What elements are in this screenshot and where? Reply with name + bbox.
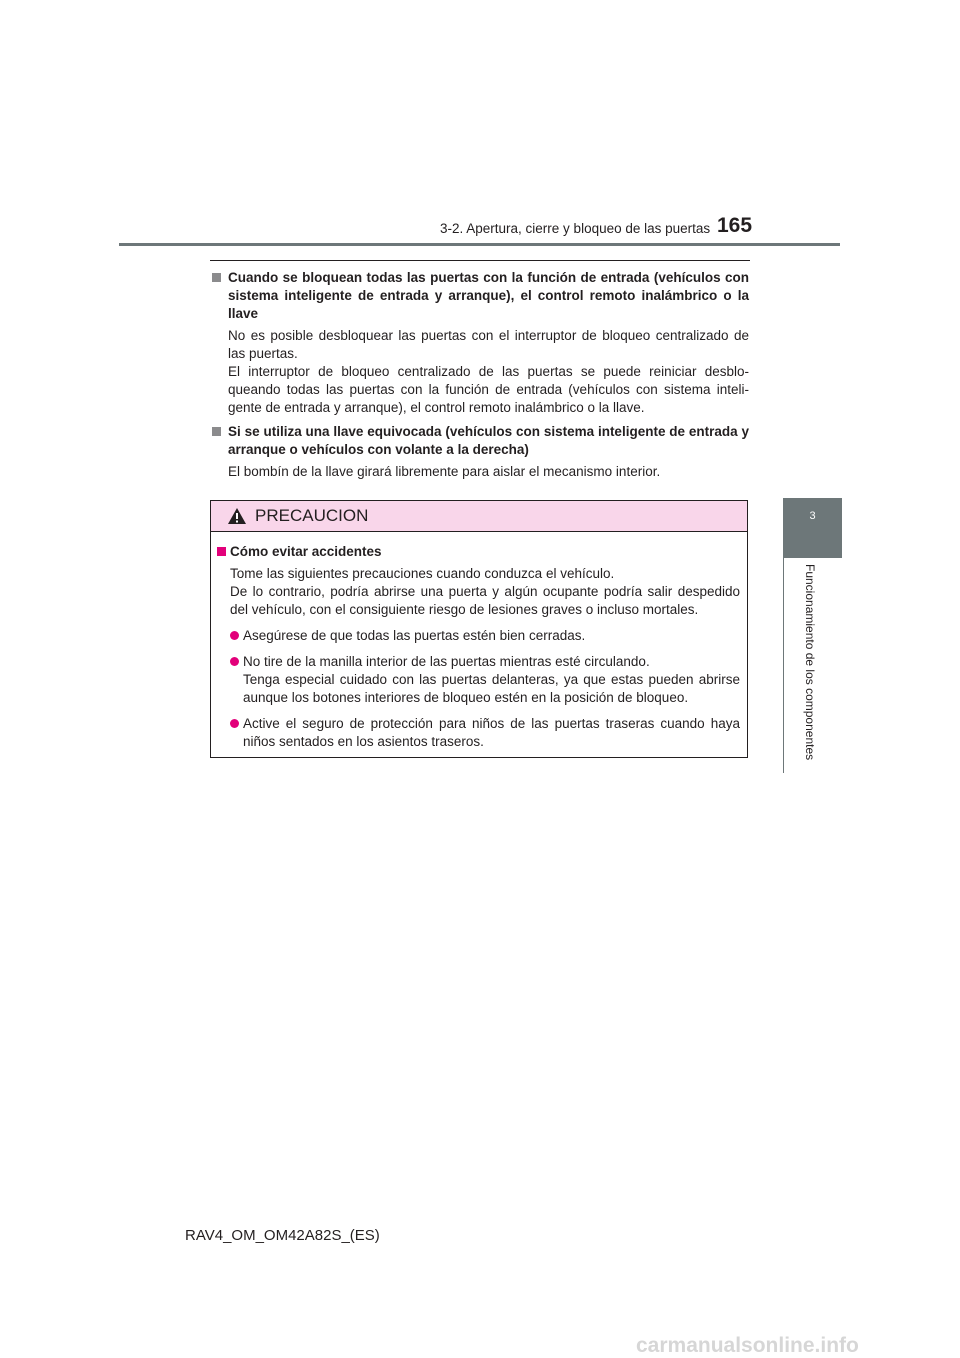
section-title: Si se utiliza una llave equivocada (vehículos con sistema inteligente de entrada y arranque o vehículos con volante a la derecha) (212, 423, 749, 459)
paragraph: No es posible desbloquear las puertas con el interruptor de bloqueo centralizado de las puertas. (228, 328, 749, 361)
caution-label: PRECAUCION (255, 506, 369, 525)
caution-bullet: Active el seguro de protección para niños de las puertas traseras cuando haya niños sentados en los asientos traseros. (217, 715, 740, 751)
paragraph: Tome las siguientes precauciones cuando conduzca el vehículo. (230, 566, 615, 581)
caution-bullet: Asegúrese de que todas las puertas estén bien cerradas. (217, 627, 740, 645)
caution-square-icon (217, 547, 226, 556)
caution-header (211, 501, 747, 532)
paragraph: El bombín de la llave girará libremente para aislar el mecanismo interior. (228, 464, 661, 479)
caution-bullet: No tire de la manilla interior de las puertas mientras esté circulando. Tenga especial cuidado con las puertas delanteras, ya que estas pueden abrirse aunque los botones interiores de bloqueo estén en la posición de bloqueo. (217, 653, 740, 707)
content-rule (210, 260, 750, 261)
page-number: 165 (717, 214, 753, 237)
section-all-doors-locked (212, 269, 749, 417)
chapter-tab-rule (783, 558, 784, 773)
caution-body (217, 565, 740, 619)
bullet-dot-icon (230, 719, 239, 728)
section-body (212, 327, 749, 417)
section-square-icon (212, 273, 221, 282)
paragraph: El interruptor de bloqueo centralizado de las puertas se puede reiniciar desblo-queando todas las puertas con la función de entrada (vehículos con sistema inteli-gente de entrada y arranque), el control remoto inalámbrico o la llave. (228, 364, 749, 415)
bullet-dot-icon (230, 631, 239, 640)
warning-triangle-icon (227, 507, 247, 525)
chapter-number: 3 (809, 510, 816, 522)
footer-manual-code: RAV4_OM_OM42A82S_(ES) (185, 1227, 380, 1244)
header-section-title: 3-2. Apertura, cierre y bloqueo de las puertas (440, 221, 711, 236)
paragraph: De lo contrario, podría abrirse una puerta y algún ocupante podría salir despedido del vehículo, con el consiguiente riesgo de lesiones graves o incluso mortales. (230, 584, 740, 617)
caution-title: Cómo evitar accidentes (217, 543, 740, 561)
caution-content (211, 532, 747, 751)
bullet-dot-icon (230, 657, 239, 666)
section-square-icon (212, 427, 221, 436)
section-body (212, 463, 749, 481)
header-rule (119, 243, 840, 246)
watermark: carmanualsonline.info (636, 1334, 859, 1357)
caution-box (210, 500, 748, 758)
chapter-label: Funcionamiento de los componentes (803, 564, 817, 761)
section-title: Cuando se bloquean todas las puertas con la función de entrada (vehículos con sistema inteligente de entrada y arranque), el control remoto inalámbrico o la llave (212, 269, 749, 323)
chapter-tab (783, 498, 842, 558)
section-wrong-key (212, 423, 749, 481)
